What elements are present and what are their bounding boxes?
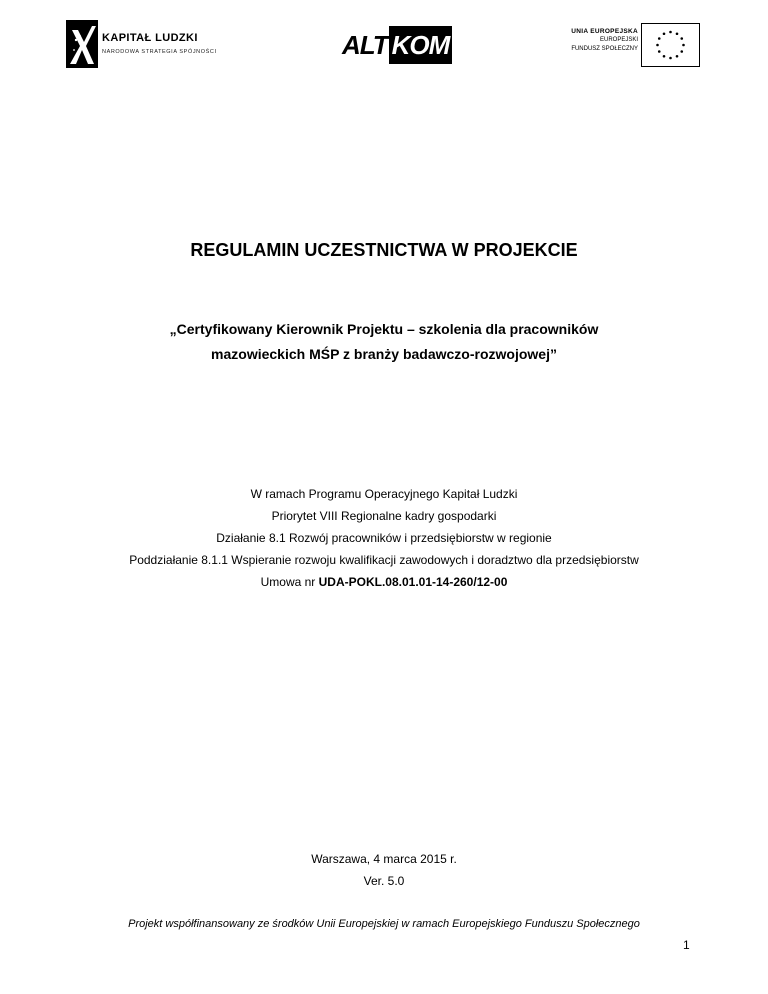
altkom-logo-kom: KOM (389, 26, 453, 64)
program-line-3: Działanie 8.1 Rozwój pracowników i przedsiębiorstw w regionie (216, 531, 552, 545)
altkom-logo-alt: ALT (342, 30, 388, 60)
eu-star-icon (663, 32, 666, 35)
eu-star-icon (669, 57, 672, 60)
altkom-logo (342, 26, 452, 64)
kapital-ludzki-subtitle: NARODOWA STRATEGIA SPÓJNOŚCI (102, 49, 217, 55)
eu-star-icon (676, 32, 679, 35)
header-logos (0, 10, 768, 70)
ue-logo-text (571, 27, 638, 54)
eu-star-icon (680, 37, 683, 40)
program-line-1: W ramach Programu Operacyjnego Kapitał Ludzki (250, 487, 518, 501)
eu-star-icon (676, 55, 679, 58)
program-line-2: Priorytet VIII Regionalne kadry gospodarki (271, 509, 497, 523)
eu-star-icon (658, 37, 661, 40)
page-number: 1 (683, 938, 690, 952)
cofinancing-note: Projekt współfinansowany ze środków Unii Europejskiej w ramach Europejskiego Funduszu Społecznego (128, 918, 640, 930)
contract-number: UDA-POKL.08.01.01-14-260/12-00 (318, 575, 508, 589)
ue-logo-line3: FUNDUSZ SPOŁECZNY (571, 46, 638, 52)
subtitle-line-2: mazowieckich MŚP z branży badawczo-rozwojowej” (211, 346, 557, 362)
program-line-4: Poddziałanie 8.1.1 Wspieranie rozwoju kwalifikacji zawodowych i doradztwo dla przedsiębiorstw (129, 553, 639, 567)
eu-flag-icon (641, 23, 700, 67)
place-date-block (0, 848, 768, 892)
unia-europejska-logo (540, 23, 700, 71)
subtitle-line-1: „Certyfikowany Kierownik Projektu – szkolenia dla pracowników (169, 321, 599, 337)
program-info (0, 483, 768, 593)
kapital-ludzki-logo (66, 20, 236, 68)
version: Ver. 5.0 (363, 874, 405, 888)
ue-logo-line1: UNIA EUROPEJSKA (571, 28, 638, 35)
ue-logo-line2: EUROPEJSKI (599, 37, 638, 43)
document-title: REGULAMIN UCZESTNICTWA W PROJEKCIE (190, 240, 578, 260)
eu-star-icon (680, 50, 683, 53)
eu-star-icon (658, 50, 661, 53)
place-date: Warszawa, 4 marca 2015 r. (311, 852, 457, 866)
eu-star-icon (682, 44, 685, 47)
contract-line (0, 571, 768, 593)
contract-prefix: Umowa nr (260, 575, 319, 589)
kapital-ludzki-title: KAPITAŁ LUDZKI (102, 32, 198, 44)
document-subtitle (0, 317, 768, 367)
eu-star-icon (669, 31, 672, 34)
eu-star-icon (663, 55, 666, 58)
kapital-ludzki-emblem-icon (66, 20, 98, 68)
eu-star-icon (656, 44, 659, 47)
